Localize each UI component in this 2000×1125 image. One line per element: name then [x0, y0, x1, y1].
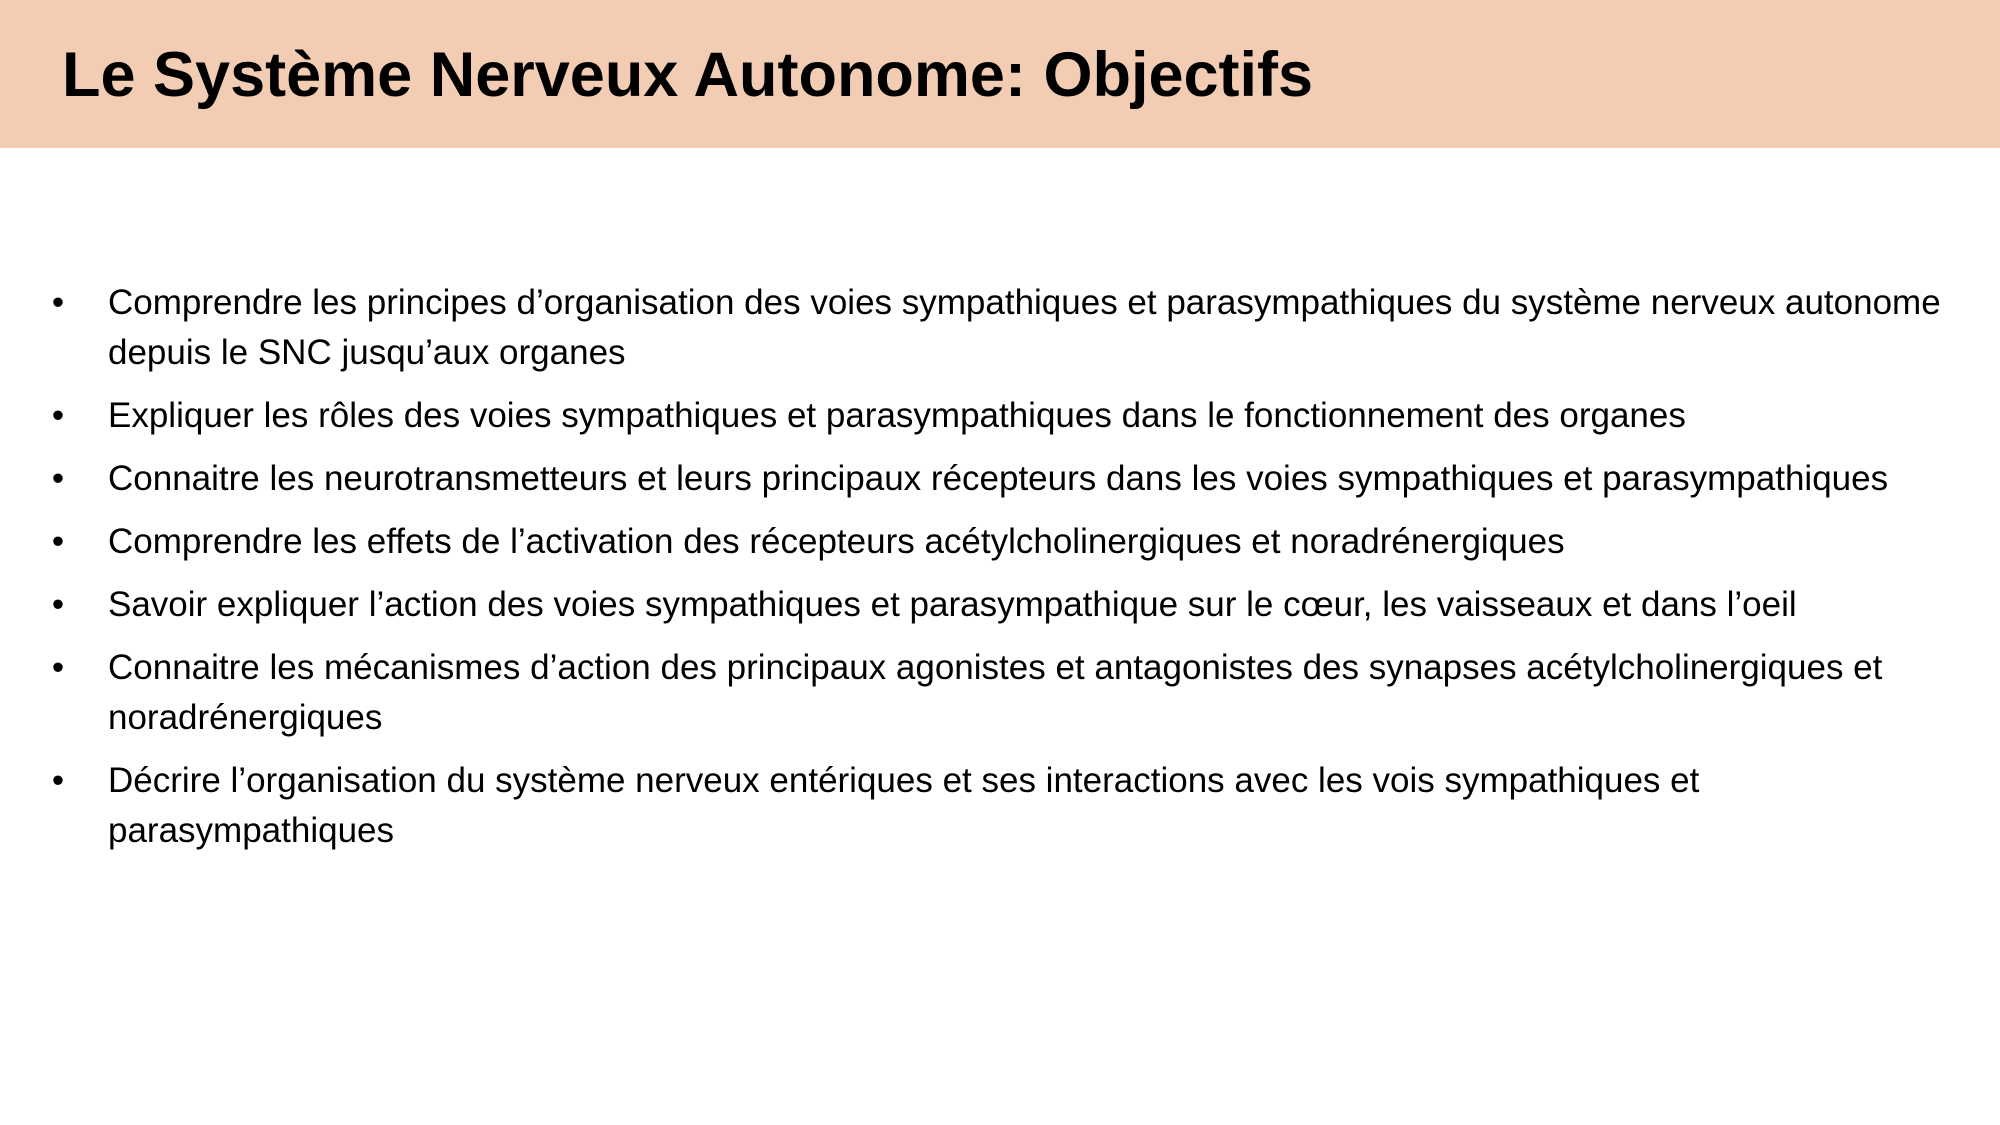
objective-text: Expliquer les rôles des voies sympathiques et parasympathiques dans le fonctionnement des organes — [108, 396, 1686, 435]
objectives-list — [48, 278, 1958, 869]
objective-text: Comprendre les principes d’organisation des voies sympathiques et parasympathiques du système nerveux autonome depuis le SNC jusqu’aux organes — [108, 283, 1941, 372]
objective-item — [48, 278, 1958, 378]
bullet-icon: • — [51, 648, 65, 687]
bullet-icon: • — [51, 585, 65, 624]
objective-item — [48, 580, 1958, 630]
objective-text: Savoir expliquer l’action des voies sympathiques et parasympathique sur le cœur, les vaisseaux et dans l’oeil — [108, 585, 1797, 624]
slide-title: Le Système Nerveux Autonome: Objectifs — [62, 40, 1314, 110]
bullet-icon: • — [51, 761, 65, 800]
objective-text: Connaitre les mécanismes d’action des principaux agonistes et antagonistes des synapses acétylcholinergiques et noradrénergiques — [108, 648, 1883, 737]
objective-item — [48, 643, 1958, 743]
bullet-icon: • — [51, 522, 65, 561]
objective-item — [48, 454, 1958, 504]
objective-text: Comprendre les effets de l’activation des récepteurs acétylcholinergiques et noradrénergiques — [108, 522, 1565, 561]
bullet-icon: • — [51, 459, 65, 498]
objective-item — [48, 756, 1958, 856]
objective-text: Connaitre les neurotransmetteurs et leurs principaux récepteurs dans les voies sympathiques et parasympathiques — [108, 459, 1889, 498]
objective-item — [48, 391, 1958, 441]
bullet-icon: • — [51, 396, 65, 435]
objective-item — [48, 517, 1958, 567]
bullet-icon: • — [51, 283, 65, 322]
objective-text: Décrire l’organisation du système nerveux entériques et ses interactions avec les vois sympathiques et parasympathiques — [108, 761, 1700, 850]
